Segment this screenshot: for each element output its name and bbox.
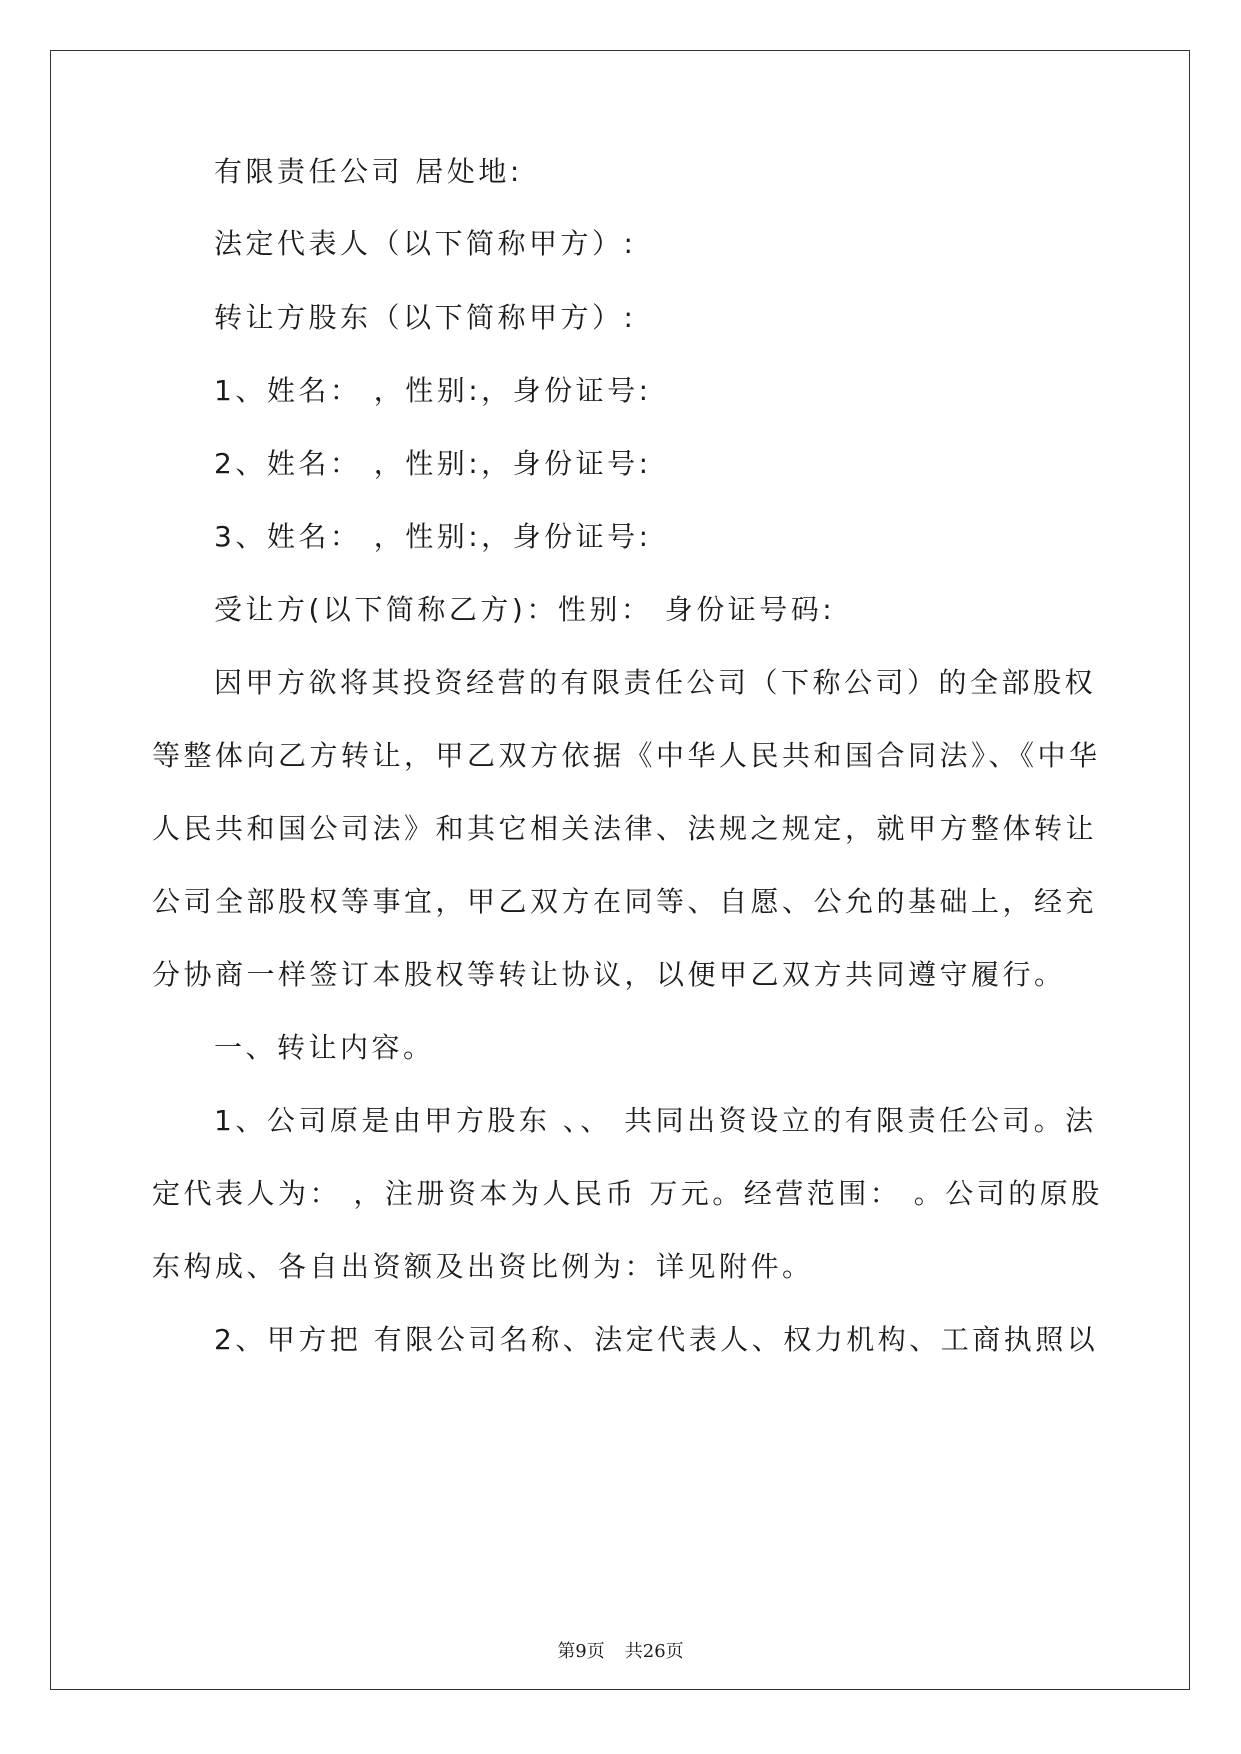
legal-representative-line: 法定代表人（以下简称甲方）:: [214, 227, 637, 260]
preamble-line-2: 等整体向乙方转让，甲乙双方依据《中华人民共和国合同法》、《中华: [152, 739, 1101, 772]
clause-2-line-1: 2、甲方把 有限公司名称、法定代表人、权力机构、工商执照以: [214, 1323, 1099, 1356]
party-company-address-line: 有限责任公司 居处地:: [214, 155, 523, 188]
clause-1-line-2: 定代表人为： ，注册资本为人民币 万元。经营范围： 。公司的原股: [152, 1177, 1103, 1210]
page-footer: [0, 1640, 1241, 1664]
page-total: 共26页: [624, 1641, 684, 1662]
preamble-line-3: 人民共和国公司法》和其它相关法律、法规之规定，就甲方整体转让: [152, 812, 1098, 845]
shareholder-1-line: 1、姓名： ，性别:，身份证号:: [214, 374, 652, 407]
page-border: [50, 50, 1190, 1690]
clause-1-line-3: 东构成、各自出资额及出资比例为：详见附件。: [152, 1250, 814, 1283]
preamble-line-1: 因甲方欲将其投资经营的有限责任公司（下称公司）的全部股权: [214, 666, 1097, 699]
section-heading-transfer-content: 一、转让内容。: [214, 1031, 435, 1064]
shareholder-3-line: 3、姓名： ，性别:，身份证号:: [214, 520, 652, 553]
page-number: 第9页: [557, 1641, 605, 1662]
transferor-shareholder-line: 转让方股东（以下简称甲方）:: [214, 301, 637, 334]
preamble-line-5: 分协商一样签订本股权等转让协议，以便甲乙双方共同遵守履行。: [152, 958, 1066, 991]
preamble-line-4: 公司全部股权等事宜，甲乙双方在同等、自愿、公允的基础上，经充: [152, 885, 1098, 918]
clause-1-line-1: 1、公司原是由甲方股东 、、 共同出资设立的有限责任公司。法: [214, 1104, 1097, 1137]
shareholder-2-line: 2、姓名： ，性别:，身份证号:: [214, 447, 652, 480]
transferee-line: 受让方(以下简称乙方)：性别： 身份证号码:: [214, 593, 836, 626]
